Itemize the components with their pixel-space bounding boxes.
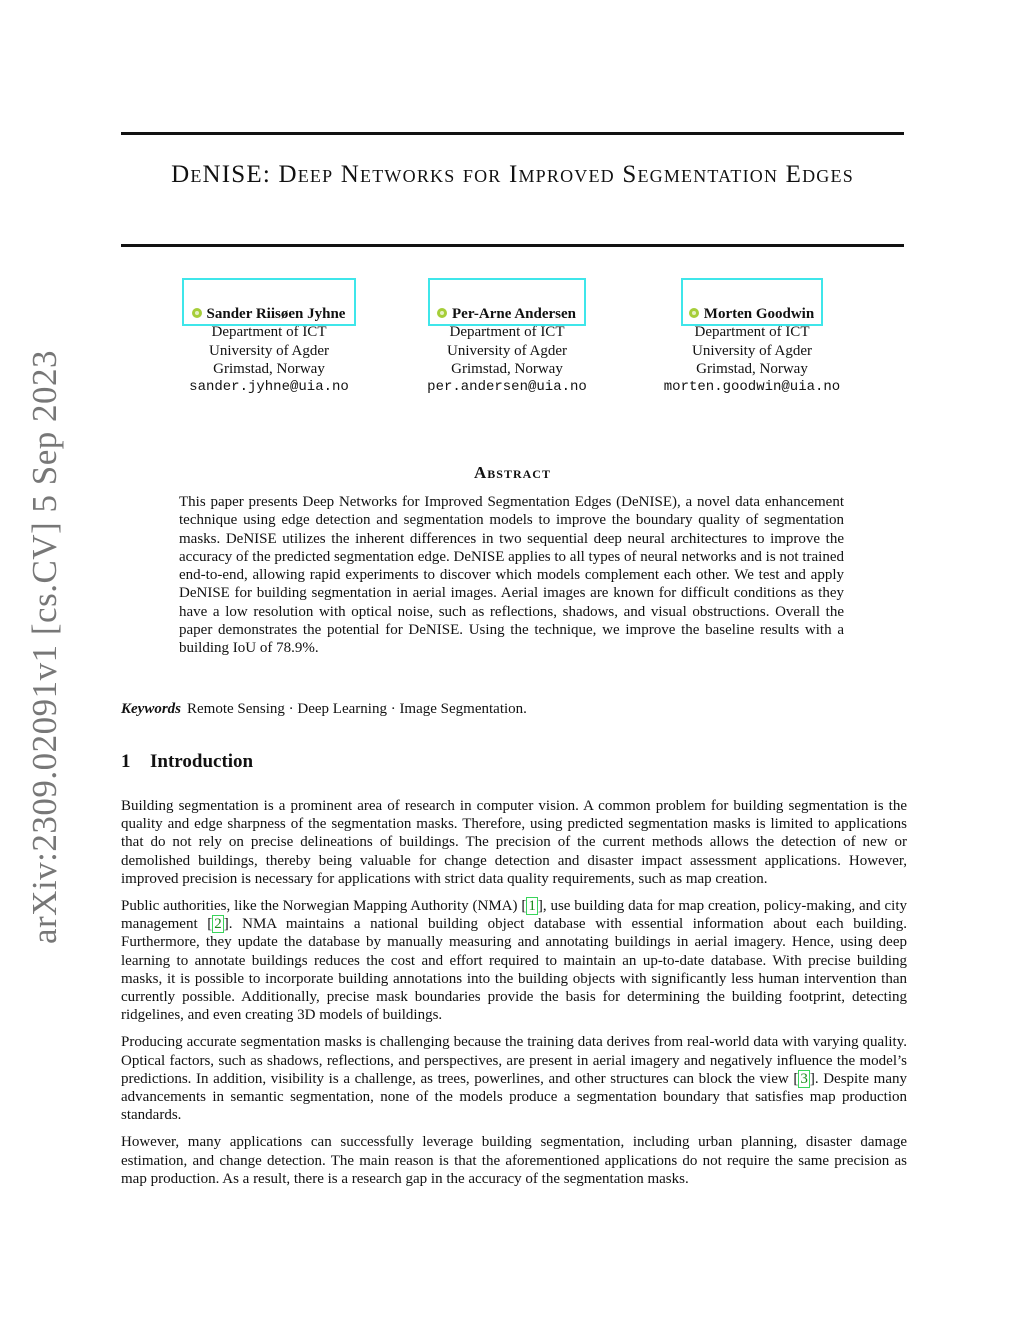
abstract-heading: Abstract xyxy=(474,463,551,482)
section-title: Introduction xyxy=(150,751,254,772)
section-number: 1 xyxy=(121,751,131,772)
author-university: University of Agder xyxy=(692,342,812,359)
paragraph-text: ], use building data for map creation, policy-making, and city management [ xyxy=(121,898,907,933)
title-bottom-rule xyxy=(121,244,904,247)
paragraph-3 xyxy=(121,1033,907,1124)
arxiv-stamp xyxy=(16,349,74,945)
author-link-box-3[interactable] xyxy=(681,278,823,326)
author-location: Grimstad, Norway xyxy=(213,360,325,377)
paragraph-text: Producing accurate segmentation masks is challenging because the training data derives from real-world data with varying quality. Optical factors, such as shadows, reflections, and perspectives, are present in aerial imagery and negatively influence the model’s predictions. In addition, visibility is a challenge, as trees, powerlines, and other structures can block the view [ xyxy=(121,1034,907,1087)
paragraph-text: ]. Despite many advancements in semantic segmentation, none of the models produce a segmentation boundary that satisfies map production standards. xyxy=(121,1070,908,1124)
paragraph-1: Building segmentation is a prominent area of research in computer vision. A common problem for building segmentation is the quality and edge sharpness of the segmentation masks. Therefore, using predicted segmentation masks is limited to applications that do not rely on precise delineations of buildings. The precision of the current methods allows the detection of new or demolished buildings, thereby being valuable for change detection and disaster impact assessment applications. However, improved precision is necessary for applications with strict data quality requirements, such as map creation. xyxy=(121,798,907,887)
orcid-icon[interactable] xyxy=(689,308,699,318)
paragraph-4: However, many applications can successfully leverage building segmentation, including urban planning, disaster damage estimation, and change detection. The main reason is that the aforementioned applications do not require the same precision as map production. As a result, there is a research gap in the accuracy of the segmentation masks. xyxy=(121,1134,907,1187)
author-university: University of Agder xyxy=(447,342,567,359)
author-department: Department of ICT xyxy=(694,324,810,341)
author-location: Grimstad, Norway xyxy=(696,360,808,377)
orcid-icon[interactable] xyxy=(437,308,447,318)
author-university: University of Agder xyxy=(209,342,329,359)
author-department: Department of ICT xyxy=(449,324,565,341)
author-link-box-1[interactable] xyxy=(182,278,356,326)
author-email[interactable]: morten.goodwin@uia.no xyxy=(663,379,841,396)
orcid-icon[interactable] xyxy=(192,308,202,318)
author-block-2 xyxy=(387,305,627,396)
arxiv-stamp-text: arXiv:2309.02091v1 [cs.CV] 5 Sep 2023 xyxy=(25,349,64,945)
author-block-1 xyxy=(149,305,389,396)
citation-link[interactable]: 1 xyxy=(528,898,536,915)
author-department: Department of ICT xyxy=(211,324,327,341)
paragraph-2 xyxy=(121,897,907,1024)
paragraph-text: Public authorities, like the Norwegian Mapping Authority (NMA) [ xyxy=(121,898,527,915)
author-link-box-2[interactable] xyxy=(428,278,586,326)
citation-link[interactable]: 3 xyxy=(800,1070,808,1087)
keywords-text: Remote Sensing · Deep Learning · Image Segmentation. xyxy=(187,701,527,717)
section-heading xyxy=(121,751,253,773)
author-email[interactable]: sander.jyhne@uia.no xyxy=(189,379,349,396)
abstract-text: This paper presents Deep Networks for Improved Segmentation Edges (DeNISE), a novel data enhancement technique using edge detection and segmentation models to improve the boundary quality of segmentation masks. DeNISE utilizes the inherent differences in two sequential deep neural architectures to improve the accuracy of the predicted segmentation edge. DeNISE applies to all types of neural networks and is not trained end-to-end, allowing rapid experiments to discover which models complement each other. We test and apply DeNISE for building segmentation in aerial images. Aerial images are known for difficult conditions as they have a low resolution with optical noise, such as reflections, shadows, and visual obstructions. Overall the paper demonstrates the potential for DeNISE. Using the technique, we improve the baseline results with a building IoU of 78.9%. xyxy=(179,494,844,657)
author-location: Grimstad, Norway xyxy=(451,360,563,377)
keywords-line xyxy=(121,701,527,718)
author-block-3 xyxy=(632,305,872,396)
paragraph-text: ]. NMA maintains a national building object database with essential information about each building. Furthermore, they update the database by manually measuring and annotating buildings in aerial imagery. Hence, using deep learning to annotate buildings reduces the cost and effort required to maintain an up-to-date database. With precise building masks, it is possible to incorporate building annotations into the building objects with significantly less human intervention than currently possible. Additionally, precise mask boundaries provide the basis for determining the building footprint, detecting ridgelines, and even creating 3D models of buildings. xyxy=(121,916,907,1024)
author-email[interactable]: per.andersen@uia.no xyxy=(427,379,587,396)
citation-link[interactable]: 2 xyxy=(214,916,222,933)
author-name[interactable]: Morten Goodwin xyxy=(703,306,815,322)
paper-title: DeNISE: Deep Networks for Improved Segmentation Edges xyxy=(171,161,854,188)
keywords-label: Keywords xyxy=(121,701,181,717)
author-name[interactable]: Per-Arne Andersen xyxy=(452,306,576,322)
title-top-rule xyxy=(121,132,904,135)
body-text xyxy=(121,797,907,1197)
author-name[interactable]: Sander Riisøen Jyhne xyxy=(206,306,346,322)
